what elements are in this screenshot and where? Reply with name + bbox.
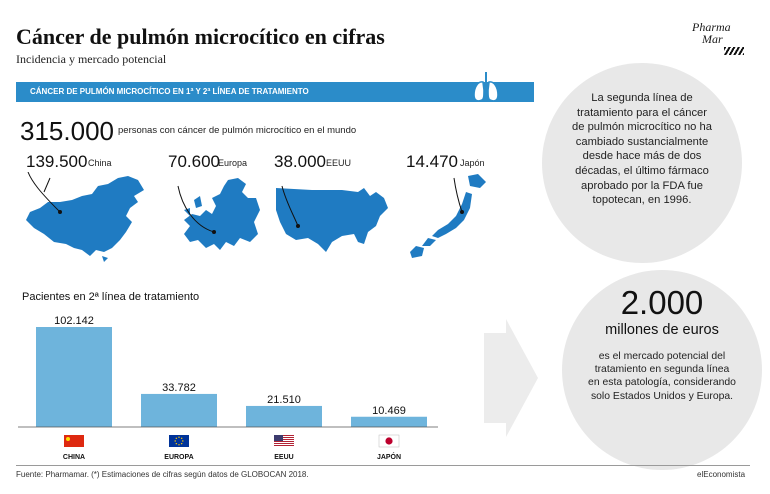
bar-value-label: 102.142 — [54, 315, 94, 327]
usa-flag-icon — [274, 435, 294, 446]
chart-title: Pacientes en 2ª línea de tratamiento — [22, 291, 200, 303]
logo-line-1: Pharma — [692, 20, 731, 34]
bar-europa — [141, 394, 217, 427]
source-note: Fuente: Pharmamar. (*) Estimaciones de cifras según datos de GLOBOCAN 2018. — [16, 470, 309, 479]
usa-map-icon — [272, 182, 392, 258]
category-label: CHINA — [62, 454, 86, 461]
region-name-japan: Japón — [460, 158, 485, 168]
region-value-china: 139.500 — [26, 152, 88, 171]
footer-divider — [16, 465, 750, 466]
region-value-japan: 14.470 — [406, 152, 458, 171]
logo-stripes-icon — [724, 47, 744, 55]
market-value: 2.000 — [620, 284, 704, 321]
region-value-europe: 70.600 — [168, 152, 220, 171]
bar-value-label: 21.510 — [267, 393, 301, 406]
china-flag-icon — [64, 435, 84, 447]
bar-chart — [18, 305, 438, 465]
category-label: EUROPA — [164, 454, 194, 461]
arrow-right-icon — [484, 319, 538, 437]
region-name-china: China — [88, 158, 112, 168]
region-name-usa: EEUU — [326, 158, 352, 168]
bar-eeuu — [246, 406, 322, 427]
lungs-icon — [470, 70, 502, 104]
market-unit: millones de euros — [605, 322, 719, 338]
fact-circle-treatment-text: La segunda línea de tratamiento para el cáncer de pulmón microcítico no ha cambiado sustancialmente desde hace más de dos décadas, el último fármaco aprobado por la FDA fue topotecan, en 1996. — [572, 92, 712, 207]
china-map-icon — [20, 172, 150, 264]
fact-circle-market — [562, 270, 762, 470]
fact-circle-treatment — [542, 63, 742, 263]
page-title: Cáncer de pulmón microcítico en cifras — [16, 24, 385, 49]
region-value-usa: 38.000 — [274, 152, 326, 171]
market-description: es el mercado potencial del tratamiento en segunda línea en esta patología, considerando solo Estados Unidos y Europa. — [588, 351, 736, 402]
japan-flag-icon — [379, 435, 399, 447]
region-name-europe: Europa — [218, 158, 248, 168]
logo-line-2: Mar — [702, 32, 723, 46]
page-subtitle: Incidencia y mercado potencial — [16, 52, 167, 66]
europe-map-icon — [176, 176, 262, 264]
pharmamar-logo — [688, 20, 748, 56]
eu-flag-icon — [169, 435, 189, 447]
category-label: JAPÓN — [376, 454, 402, 461]
bar-value-label: 33.782 — [162, 381, 196, 394]
bar-china — [36, 327, 112, 427]
japan-map-icon — [408, 172, 494, 262]
bar-value-label: 10.469 — [372, 404, 406, 417]
total-patients-label: personas con cáncer de pulmón microcítico en el mundo — [118, 125, 357, 136]
total-patients-value: 315.000 — [20, 116, 114, 146]
section-banner: CÁNCER DE PULMÓN MICROCÍTICO EN 1ª Y 2ª LÍNEA DE TRATAMIENTO — [16, 82, 534, 102]
category-label: EEUU — [274, 454, 294, 461]
publisher-brand: elEconomista — [697, 470, 746, 479]
bar-japón — [351, 417, 427, 427]
